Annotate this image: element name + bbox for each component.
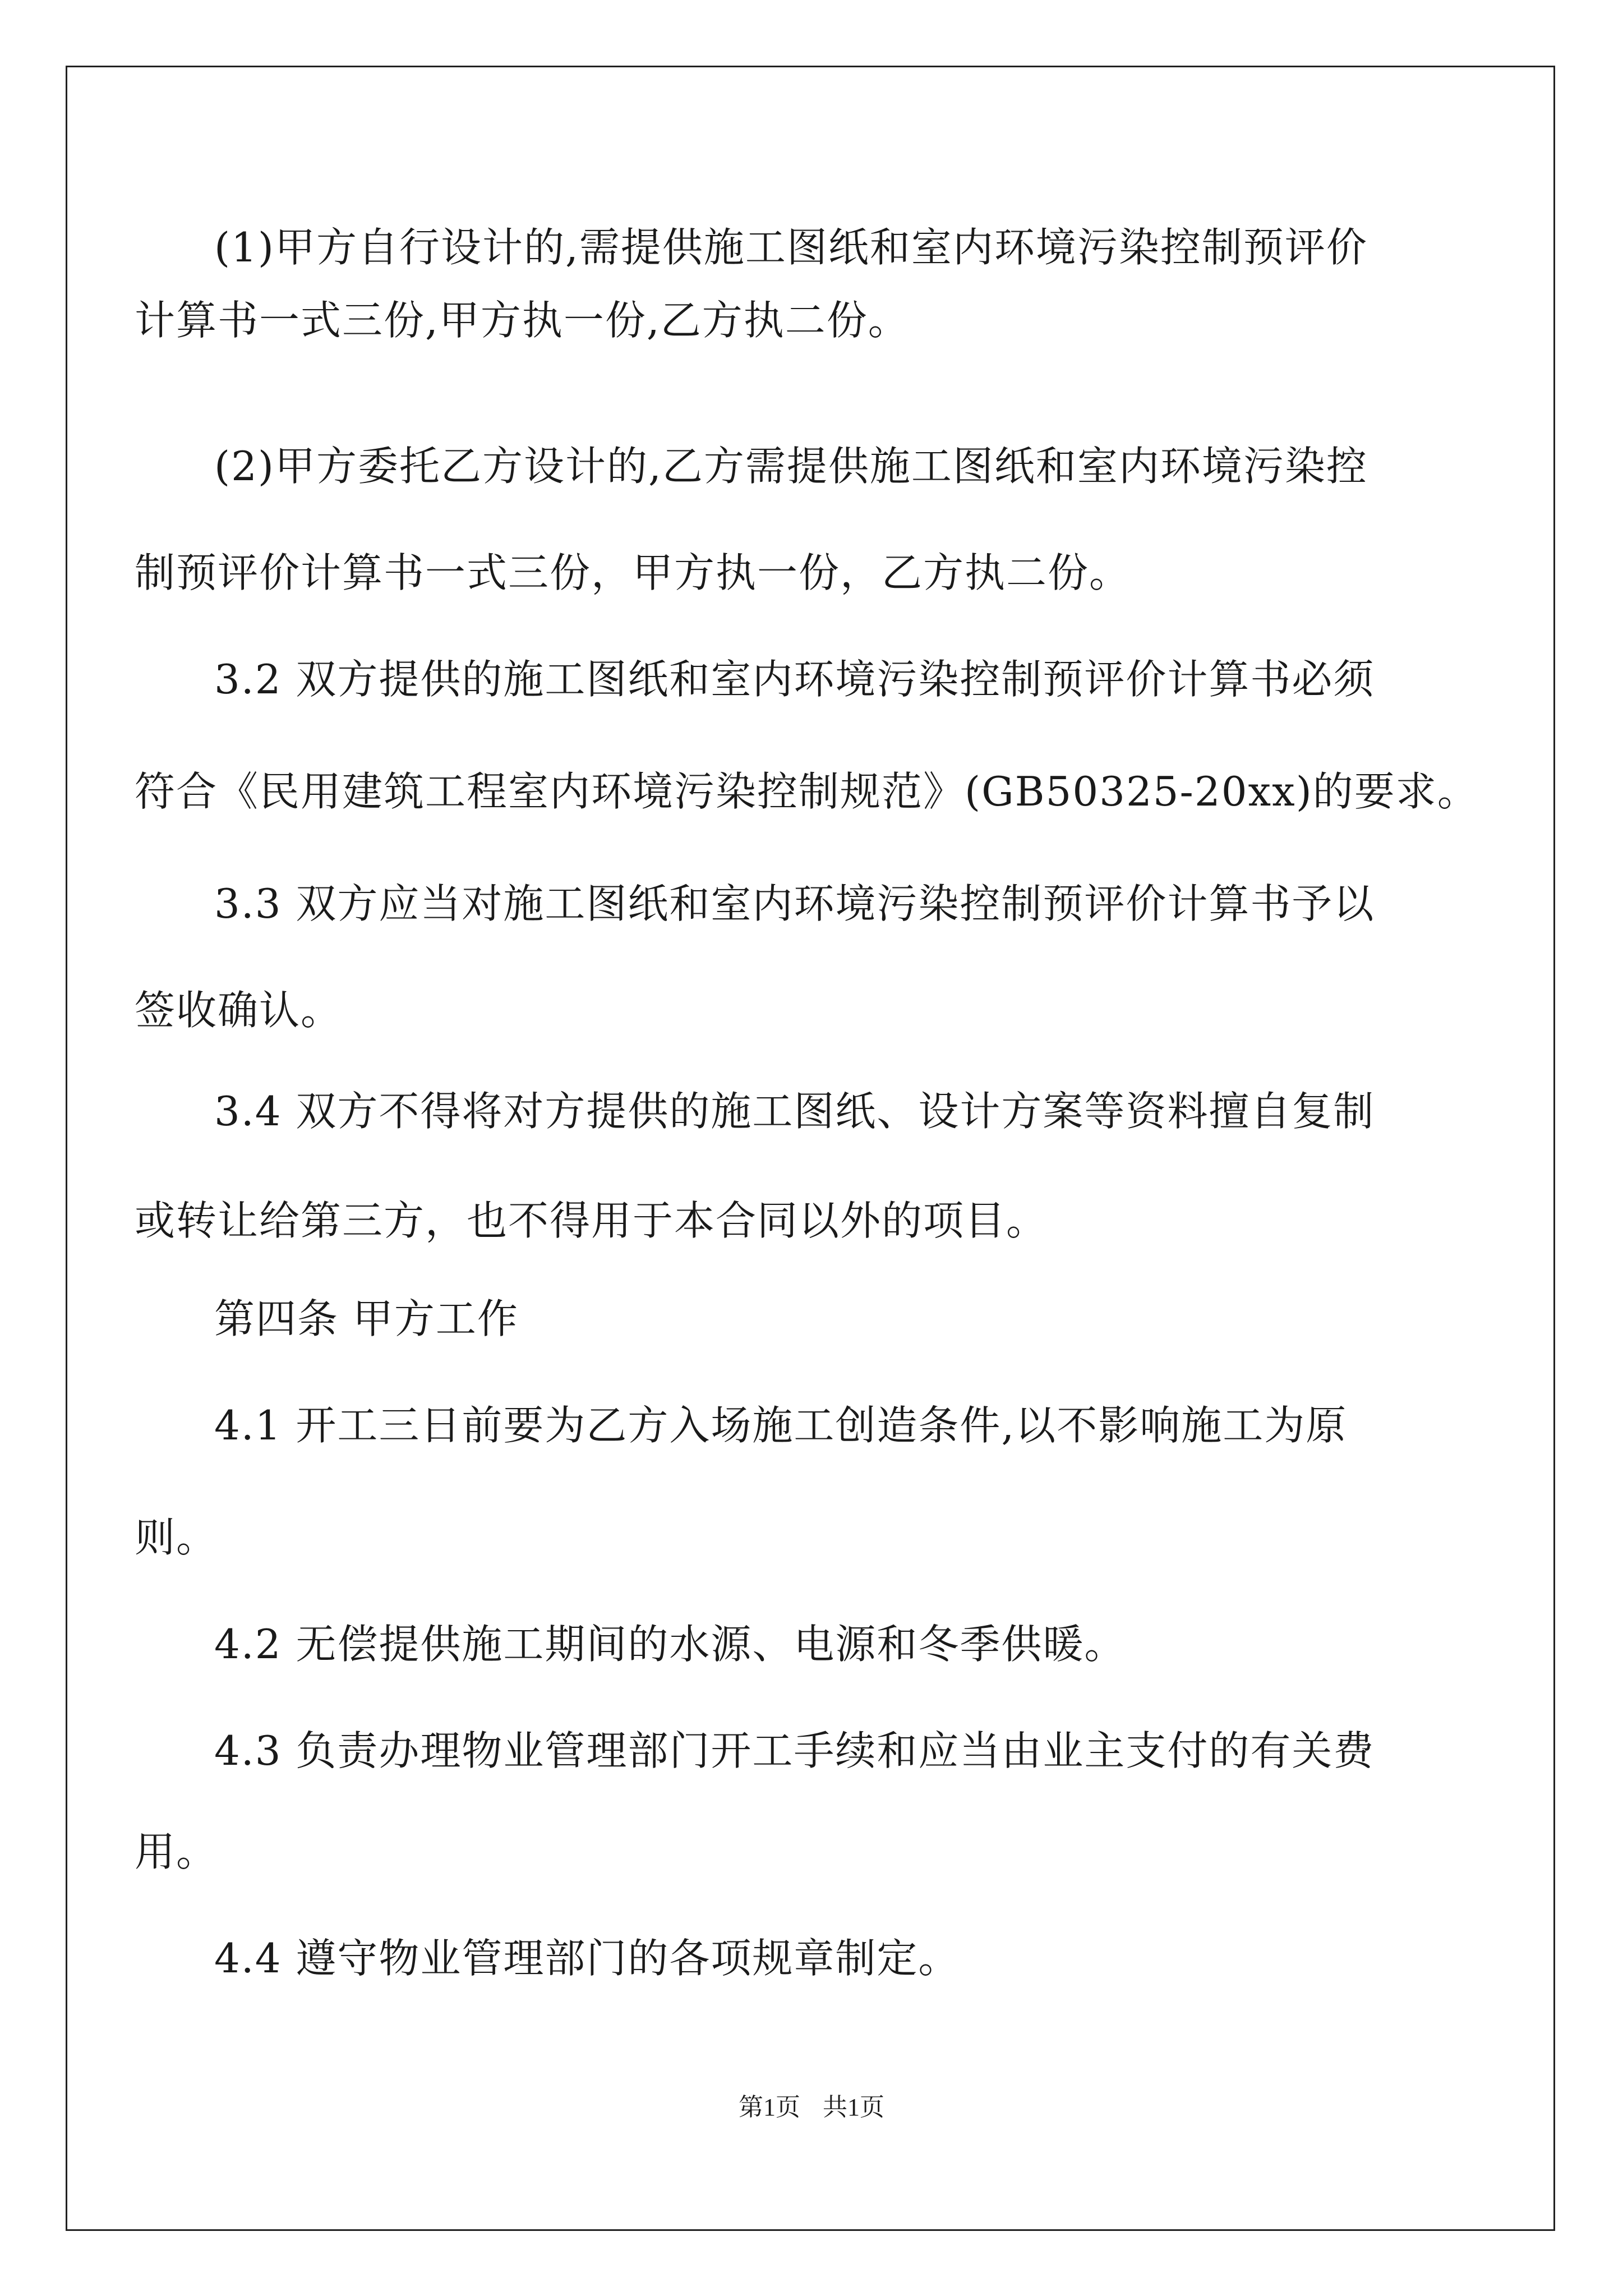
paragraph-line: 4.4 遵守物业管理部门的各项规章制定。 [214,1935,960,1982]
paragraph-line: (2)甲方委托乙方设计的,乙方需提供施工图纸和室内环境污染控 [214,443,1368,490]
paragraph-line: 计算书一式三份,甲方执一份,乙方执二份。 [135,297,910,344]
paragraph-line: 制预评价计算书一式三份，甲方执一份，乙方执二份。 [135,549,1131,596]
paragraph-line: 3.2 双方提供的施工图纸和室内环境污染控制预评价计算书必须 [214,656,1375,703]
paragraph-line: (1)甲方自行设计的,需提供施工图纸和室内环境污染控制预评价 [214,224,1368,271]
page-footer [0,2087,1623,2123]
paragraph-line: 4.2 无偿提供施工期间的水源、电源和冬季供暖。 [214,1621,1126,1668]
page-border [66,66,1555,2231]
paragraph-line: 符合《民用建筑工程室内环境污染控制规范》(GB50325-20xx)的要求。 [135,768,1479,815]
page-total: 共1页 [823,2093,884,2121]
page-number: 第1页 [739,2093,800,2121]
paragraph-line: 用。 [135,1828,218,1875]
paragraph-line: 4.3 负责办理物业管理部门开工手续和应当由业主支付的有关费 [214,1727,1375,1774]
paragraph-line: 则。 [135,1514,218,1561]
section-heading: 第四条 甲方工作 [214,1295,519,1342]
paragraph-line: 3.4 双方不得将对方提供的施工图纸、设计方案等资料擅自复制 [214,1088,1375,1135]
paragraph-line: 3.3 双方应当对施工图纸和室内环境污染控制预评价计算书予以 [214,880,1375,927]
paragraph-line: 或转让给第三方，也不得用于本合同以外的项目。 [135,1197,1048,1244]
paragraph-line: 签收确认。 [135,987,343,1034]
paragraph-line: 4.1 开工三日前要为乙方入场施工创造条件,以不影响施工为原 [214,1402,1348,1449]
